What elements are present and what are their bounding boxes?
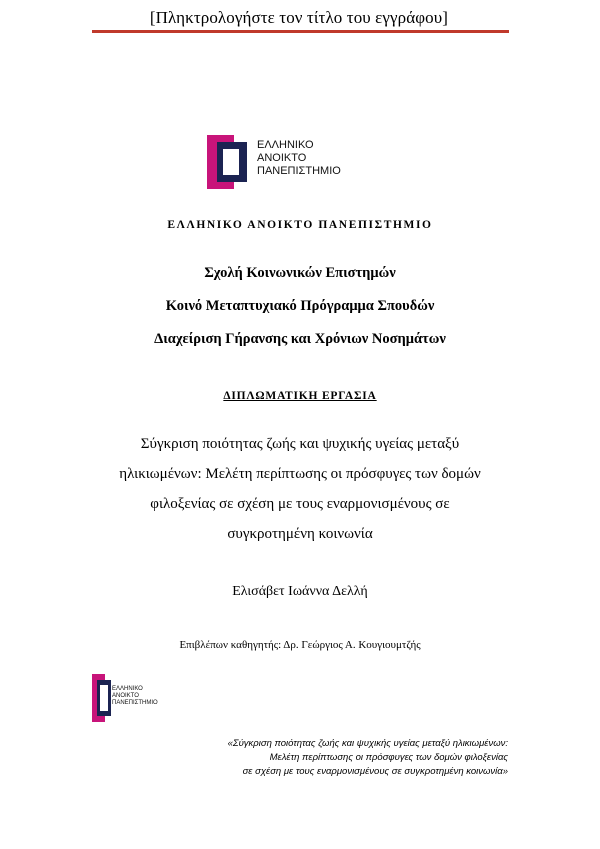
header-title-placeholder[interactable]: [Πληκτρολογήστε τον τίτλο του εγγράφου] — [149, 8, 448, 27]
program-name: Κοινό Μεταπτυχιακό Πρόγραμμα Σπουδών — [165, 298, 435, 314]
specialization-name: Διαχείριση Γήρανσης και Χρόνιων Νοσημάτων — [154, 331, 446, 347]
footer-quote-line: Μελέτη περίπτωσης οι πρόσφυγες των δομών φιλοξενίας — [269, 752, 508, 763]
footer-quote-line: σε σχέση με τους εναρμονισμένους σε συγκροτημένη κοινωνία» — [242, 766, 508, 777]
thesis-title-line: φιλοξενίας σε σχέση με τους εναρμονισμένους σε — [150, 496, 450, 512]
university-logo — [207, 133, 367, 195]
thesis-type-heading: ΔΙΠΛΩΜΑΤΙΚΗ ΕΡΓΑΣΙΑ — [223, 390, 377, 402]
university-logo-mark-icon — [207, 135, 255, 191]
school-name: Σχολή Κοινωνικών Επιστημών — [204, 265, 396, 281]
header-rule — [92, 30, 509, 33]
thesis-title-line: Σύγκριση ποιότητας ζωής και ψυχικής υγείας μεταξύ — [140, 436, 460, 452]
logo-small-text-line2: ΑΝΟΙΚΤΟ — [112, 693, 139, 699]
university-name: ΕΛΛΗΝΙΚΟ ΑΝΟΙΚΤΟ ΠΑΝΕΠΙΣΤΗΜΙΟ — [167, 219, 433, 231]
author-name: Ελισάβετ Ιωάννα Δελλή — [232, 584, 368, 599]
thesis-title-line: συγκροτημένη κοινωνία — [227, 526, 373, 542]
logo-small-text-line1: ΕΛΛΗΝΙΚΟ — [112, 686, 143, 692]
footer-quote — [88, 737, 508, 779]
supervisor: Επιβλέπων καθηγητής: Δρ. Γεώργιος Α. Κουγιουμτζής — [179, 639, 421, 651]
document-header — [0, 8, 600, 34]
logo-text-line2: ΑΝΟΙΚΤΟ — [257, 152, 307, 164]
thesis-title-line: ηλικιωμένων: Μελέτη περίπτωσης οι πρόσφυγες των δομών — [119, 466, 481, 482]
logo-small-text-line3: ΠΑΝΕΠΙΣΤΗΜΙΟ — [112, 700, 158, 706]
logo-text-line1: ΕΛΛΗΝΙΚΟ — [257, 139, 314, 151]
logo-text-line3: ΠΑΝΕΠΙΣΤΗΜΙΟ — [257, 165, 341, 177]
footer-quote-line: «Σύγκριση ποιότητας ζωής και ψυχικής υγείας μεταξύ ηλικιωμένων: — [227, 738, 508, 749]
university-logo-small — [92, 674, 162, 724]
